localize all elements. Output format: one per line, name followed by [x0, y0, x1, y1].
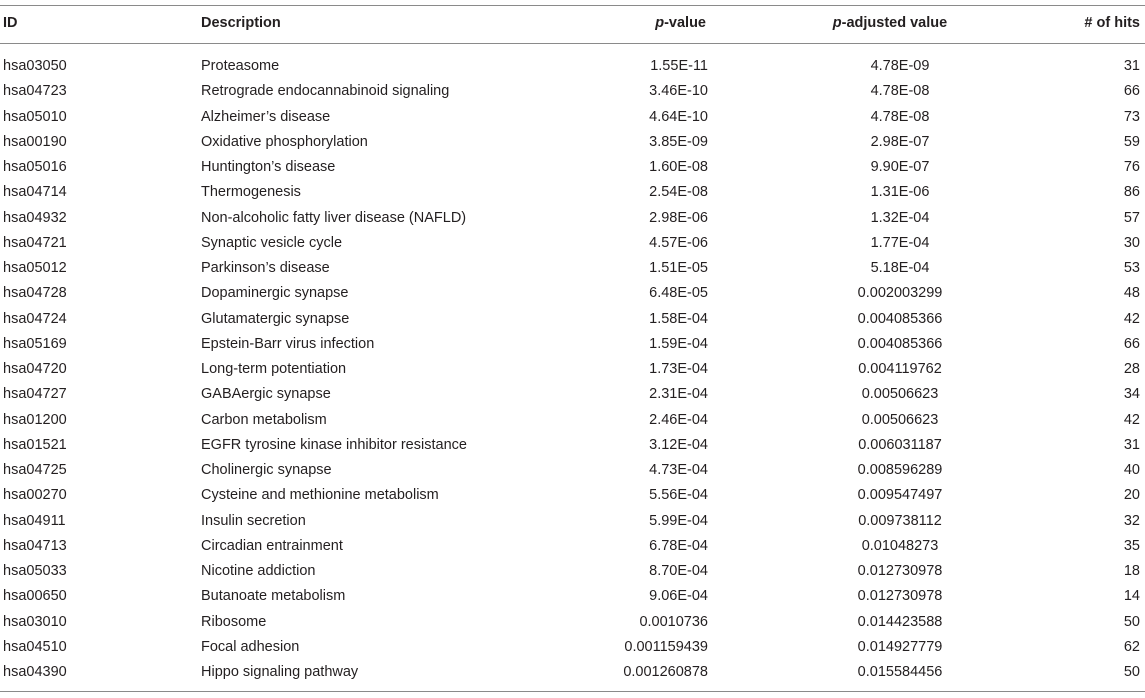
table-row — [0, 511, 1145, 536]
table-row — [0, 334, 1145, 359]
cell-p-value: 0.001260878 — [623, 664, 708, 680]
cell-hits: 57 — [1123, 209, 1140, 226]
header-description: Description — [201, 15, 281, 31]
cell-p-adjusted: 0.012730978 — [857, 588, 943, 605]
cell-hits: 18 — [1123, 563, 1140, 579]
cell-description: Huntington’s disease — [201, 159, 336, 175]
cell-hits: 66 — [1123, 83, 1140, 100]
cell-id: hsa04725 — [3, 462, 67, 478]
cell-description: Hippo signaling pathway — [201, 664, 359, 680]
cell-id: hsa04727 — [3, 386, 67, 403]
table-row — [0, 536, 1145, 561]
cell-p-adjusted: 0.002003299 — [857, 285, 943, 302]
cell-p-adjusted: 0.012730978 — [857, 563, 943, 579]
table-row — [0, 561, 1145, 586]
cell-description: Ribosome — [201, 613, 267, 630]
cell-id: hsa04932 — [3, 209, 67, 226]
cell-p-value: 6.48E-05 — [649, 285, 708, 302]
header-p-adjusted-italic: p — [832, 15, 842, 31]
table-row — [0, 208, 1145, 233]
cell-id: hsa00190 — [3, 133, 67, 150]
table-row — [0, 182, 1145, 207]
cell-p-value: 1.60E-08 — [649, 159, 708, 175]
cell-p-value: 1.55E-11 — [650, 58, 708, 74]
cell-p-value: 1.59E-04 — [649, 335, 708, 352]
table-row — [0, 359, 1145, 384]
cell-p-value: 0.0010736 — [639, 613, 708, 630]
cell-p-adjusted: 0.009547497 — [857, 487, 943, 504]
cell-hits: 34 — [1123, 386, 1140, 403]
cell-id: hsa04911 — [3, 512, 66, 529]
cell-description: Proteasome — [201, 58, 280, 74]
cell-hits: 31 — [1123, 436, 1140, 453]
cell-description: Dopaminergic synapse — [201, 285, 349, 302]
cell-description: Non-alcoholic fatty liver disease (NAFLD) — [201, 209, 467, 226]
cell-id: hsa05012 — [3, 260, 67, 276]
cell-id: hsa03010 — [3, 613, 67, 630]
cell-p-value: 1.51E-05 — [649, 260, 708, 276]
cell-hits: 35 — [1123, 537, 1140, 554]
cell-id: hsa04714 — [3, 184, 67, 201]
cell-p-value: 2.98E-06 — [649, 209, 708, 226]
cell-description: Butanoate metabolism — [201, 588, 346, 605]
cell-id: hsa04728 — [3, 285, 67, 302]
cell-description: Nicotine addiction — [201, 563, 316, 579]
cell-p-adjusted: 0.004085366 — [857, 310, 943, 327]
cell-hits: 76 — [1123, 159, 1140, 175]
table-row — [0, 258, 1145, 283]
table-header-row — [0, 13, 1145, 35]
cell-hits: 73 — [1123, 108, 1140, 125]
cell-description: Synaptic vesicle cycle — [201, 234, 343, 251]
cell-p-value: 3.85E-09 — [649, 133, 708, 150]
cell-description: Alzheimer’s disease — [201, 108, 331, 125]
cell-p-value: 1.58E-04 — [649, 310, 708, 327]
cell-hits: 48 — [1123, 285, 1140, 302]
cell-description: Long-term potentiation — [201, 361, 347, 377]
cell-p-adjusted: 0.008596289 — [857, 462, 943, 478]
table-row — [0, 586, 1145, 611]
cell-p-adjusted: 0.004119762 — [858, 361, 942, 377]
cell-description: Glutamatergic synapse — [201, 310, 350, 327]
cell-id: hsa04720 — [3, 361, 67, 377]
cell-p-value: 3.46E-10 — [649, 83, 708, 100]
table-row — [0, 233, 1145, 258]
cell-id: hsa00270 — [3, 487, 67, 504]
cell-p-adjusted: 0.00506623 — [861, 411, 939, 428]
cell-id: hsa05016 — [3, 159, 67, 175]
cell-id: hsa04723 — [3, 83, 67, 100]
cell-p-value: 4.73E-04 — [649, 462, 708, 478]
cell-p-adjusted: 5.18E-04 — [870, 260, 930, 276]
cell-description: Insulin secretion — [201, 512, 306, 529]
cell-id: hsa04724 — [3, 310, 67, 327]
table-row — [0, 662, 1145, 687]
cell-id: hsa05033 — [3, 563, 67, 579]
table-row — [0, 384, 1145, 409]
cell-hits: 66 — [1123, 335, 1140, 352]
cell-p-value: 6.78E-04 — [649, 537, 708, 554]
table-row — [0, 157, 1145, 182]
table-row — [0, 56, 1145, 81]
table-row — [0, 485, 1145, 510]
cell-p-adjusted: 0.015584456 — [857, 664, 943, 680]
cell-id: hsa01200 — [3, 411, 67, 428]
cell-description: Oxidative phosphorylation — [201, 133, 368, 150]
header-p-adjusted — [770, 13, 1010, 33]
cell-hits: 59 — [1123, 133, 1140, 150]
cell-id: hsa00650 — [3, 588, 67, 605]
cell-p-value: 2.54E-08 — [649, 184, 708, 201]
cell-hits: 14 — [1123, 588, 1140, 605]
cell-p-adjusted: 4.78E-08 — [870, 108, 930, 125]
cell-id: hsa05169 — [3, 335, 67, 352]
cell-description: Retrograde endocannabinoid signaling — [201, 83, 450, 100]
table-row — [0, 107, 1145, 132]
cell-hits: 30 — [1123, 234, 1140, 251]
table-row — [0, 81, 1145, 106]
cell-p-value: 4.57E-06 — [649, 234, 708, 251]
cell-description: Parkinson’s disease — [201, 260, 330, 276]
table-row — [0, 435, 1145, 460]
cell-p-adjusted: 4.78E-08 — [870, 83, 930, 100]
header-p-value — [560, 13, 706, 33]
cell-description: GABAergic synapse — [201, 386, 331, 403]
table-row — [0, 410, 1145, 435]
cell-hits: 28 — [1123, 361, 1140, 377]
cell-p-value: 8.70E-04 — [649, 563, 708, 579]
cell-hits: 20 — [1123, 487, 1140, 504]
table-body — [0, 56, 1145, 687]
table-row — [0, 309, 1145, 334]
cell-p-value: 4.64E-10 — [649, 108, 708, 125]
cell-id: hsa04390 — [3, 664, 67, 680]
cell-description: Cholinergic synapse — [201, 462, 332, 478]
cell-description: Epstein-Barr virus infection — [201, 335, 375, 352]
cell-hits: 50 — [1123, 664, 1140, 680]
cell-id: hsa01521 — [3, 436, 67, 453]
cell-p-adjusted: 0.004085366 — [857, 335, 943, 352]
cell-hits: 32 — [1123, 512, 1140, 529]
table-row — [0, 132, 1145, 157]
cell-hits: 62 — [1123, 638, 1140, 655]
table-bottom-rule — [0, 691, 1145, 692]
cell-id: hsa03050 — [3, 58, 67, 74]
cell-p-value: 2.31E-04 — [649, 386, 708, 403]
cell-description: Carbon metabolism — [201, 411, 327, 428]
cell-hits: 31 — [1123, 58, 1140, 74]
cell-p-value: 2.46E-04 — [649, 411, 708, 428]
cell-hits: 53 — [1123, 260, 1140, 276]
cell-description: Focal adhesion — [201, 638, 300, 655]
cell-id: hsa05010 — [3, 108, 67, 125]
cell-p-adjusted: 0.006031187 — [858, 436, 942, 453]
header-id: ID — [3, 15, 18, 31]
table-row — [0, 612, 1145, 637]
cell-hits: 42 — [1123, 310, 1140, 327]
cell-p-value: 1.73E-04 — [649, 361, 708, 377]
cell-description: Circadian entrainment — [201, 537, 343, 554]
header-hits: # of hits — [1084, 15, 1140, 31]
cell-hits: 50 — [1123, 613, 1140, 630]
cell-p-adjusted: 1.77E-04 — [870, 234, 930, 251]
cell-p-adjusted: 4.78E-09 — [870, 58, 930, 74]
header-p-adjusted-rest: -adjusted value — [841, 15, 948, 31]
header-p-value-rest: -value — [664, 15, 706, 31]
cell-p-adjusted: 1.31E-06 — [870, 184, 930, 201]
cell-p-value: 0.001159439 — [624, 638, 708, 655]
cell-p-adjusted: 0.014423588 — [857, 613, 943, 630]
table-header-rule — [0, 43, 1145, 44]
cell-p-value: 5.56E-04 — [649, 487, 708, 504]
cell-p-value: 3.12E-04 — [649, 436, 708, 453]
table-row — [0, 637, 1145, 662]
cell-hits: 42 — [1123, 411, 1140, 428]
table-row — [0, 283, 1145, 308]
cell-description: EGFR tyrosine kinase inhibitor resistance — [201, 436, 467, 453]
cell-id: hsa04510 — [3, 638, 67, 655]
cell-p-adjusted: 0.01048273 — [861, 537, 939, 554]
cell-id: hsa04721 — [3, 234, 67, 251]
cell-hits: 40 — [1123, 462, 1140, 478]
cell-id: hsa04713 — [3, 537, 67, 554]
cell-description: Cysteine and methionine metabolism — [201, 487, 439, 504]
cell-p-value: 9.06E-04 — [649, 588, 708, 605]
cell-p-adjusted: 0.00506623 — [861, 386, 939, 403]
header-p-value-italic: p — [655, 15, 665, 31]
cell-description: Thermogenesis — [201, 184, 301, 201]
cell-hits: 86 — [1123, 184, 1140, 201]
cell-p-adjusted: 1.32E-04 — [870, 209, 930, 226]
cell-p-adjusted: 0.009738112 — [858, 512, 942, 529]
cell-p-adjusted: 0.014927779 — [857, 638, 943, 655]
table-row — [0, 460, 1145, 485]
cell-p-adjusted: 2.98E-07 — [870, 133, 930, 150]
table-top-rule — [0, 5, 1145, 6]
cell-p-adjusted: 9.90E-07 — [870, 159, 930, 175]
cell-p-value: 5.99E-04 — [649, 512, 708, 529]
